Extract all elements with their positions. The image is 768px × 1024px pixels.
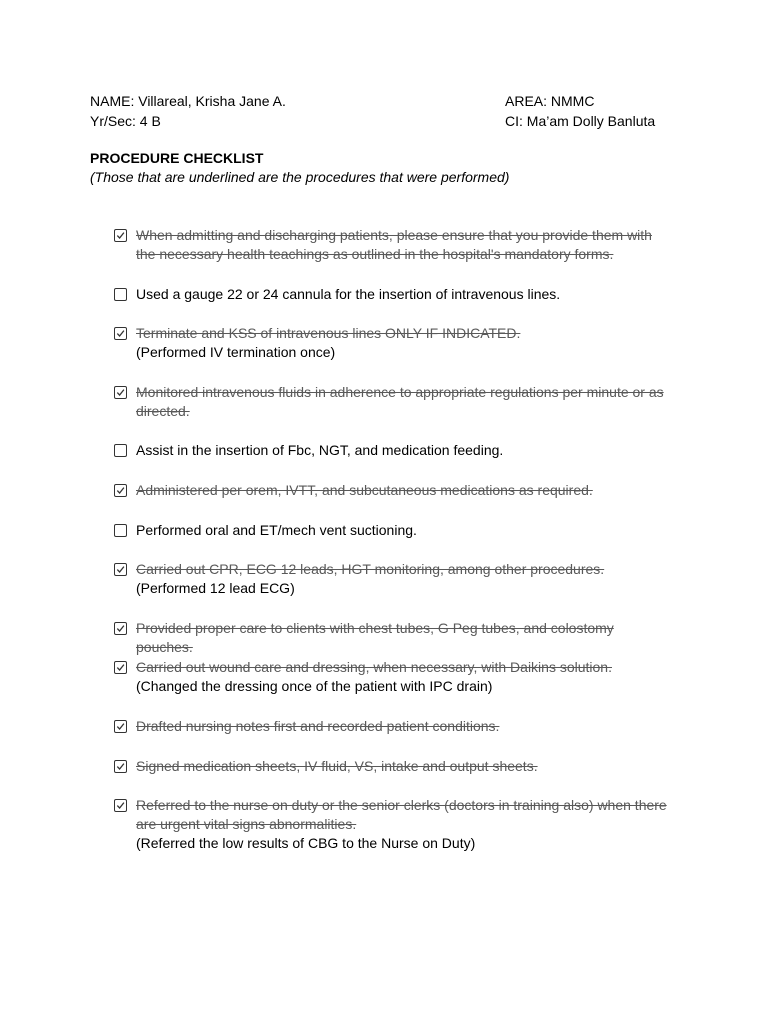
- checkmark-icon: [116, 624, 125, 633]
- checkmark-icon: [116, 231, 125, 240]
- checkbox-checked[interactable]: [114, 229, 127, 242]
- checkmark-icon: [116, 329, 125, 338]
- item-text: Terminate and KSS of intravenous lines ONLY IF INDICATED.: [136, 325, 521, 341]
- item-text: Signed medication sheets, IV fluid, VS, intake and output sheets.: [136, 758, 538, 774]
- checklist-title: PROCEDURE CHECKLIST: [90, 150, 264, 166]
- item-text: When admitting and discharging patients, please ensure that you provide them with the necessary health teachings as outlined in the hospital's mandatory forms.: [136, 227, 652, 262]
- checkmark-icon: [116, 565, 125, 574]
- checkbox-checked[interactable]: [114, 327, 127, 340]
- header-row-1: [90, 91, 690, 111]
- item-text: Carried out CPR, ECG 12 leads, HGT monitoring, among other procedures.: [136, 561, 605, 577]
- checkbox-checked[interactable]: [114, 622, 127, 635]
- clinical-instructor: CI: Ma’am Dolly Banluta: [505, 113, 656, 129]
- checkbox-unchecked[interactable]: [114, 444, 127, 457]
- year-section: Yr/Sec: 4 B: [90, 113, 161, 129]
- area: AREA: NMMC: [505, 93, 595, 109]
- item-text: Carried out wound care and dressing, when necessary, with Daikins solution.: [136, 659, 612, 675]
- checkbox-checked[interactable]: [114, 720, 127, 733]
- checkbox-unchecked[interactable]: [114, 524, 127, 537]
- item-text: Used a gauge 22 or 24 cannula for the insertion of intravenous lines.: [136, 286, 561, 302]
- header-row-2: [90, 111, 690, 131]
- item-note: (Referred the low results of CBG to the Nurse on Duty): [136, 835, 476, 851]
- checkmark-icon: [116, 762, 125, 771]
- checkbox-unchecked[interactable]: [114, 288, 127, 301]
- item-text: Drafted nursing notes first and recorded patient conditions.: [136, 718, 500, 734]
- checkbox-checked[interactable]: [114, 661, 127, 674]
- item-note: (Changed the dressing once of the patient with IPC drain): [136, 678, 493, 694]
- checkbox-checked[interactable]: [114, 484, 127, 497]
- checkmark-icon: [116, 486, 125, 495]
- checkmark-icon: [116, 663, 125, 672]
- item-note: (Performed IV termination once): [136, 344, 336, 360]
- checkbox-checked[interactable]: [114, 799, 127, 812]
- item-text: Administered per orem, IVTT, and subcutaneous medications as required.: [136, 482, 593, 498]
- checkmark-icon: [116, 388, 125, 397]
- checkbox-checked[interactable]: [114, 760, 127, 773]
- checkmark-icon: [116, 722, 125, 731]
- student-name: NAME: Villareal, Krisha Jane A.: [90, 93, 286, 109]
- checkbox-checked[interactable]: [114, 386, 127, 399]
- item-note: (Performed 12 lead ECG): [136, 580, 295, 596]
- checkbox-checked[interactable]: [114, 563, 127, 576]
- item-text: Monitored intravenous fluids in adherence to appropriate regulations per minute or as directed.: [136, 384, 664, 419]
- item-text: Provided proper care to clients with chest tubes, G Peg tubes, and colostomy pouches.: [136, 620, 614, 655]
- item-text: Performed oral and ET/mech vent suctioning.: [136, 522, 417, 538]
- checklist-subtitle: (Those that are underlined are the procedures that were performed): [90, 169, 510, 185]
- checkmark-icon: [116, 801, 125, 810]
- item-text: Referred to the nurse on duty or the senior clerks (doctors in training also) when there are urgent vital signs abnormalities.: [136, 797, 667, 832]
- item-text: Assist in the insertion of Fbc, NGT, and medication feeding.: [136, 442, 504, 458]
